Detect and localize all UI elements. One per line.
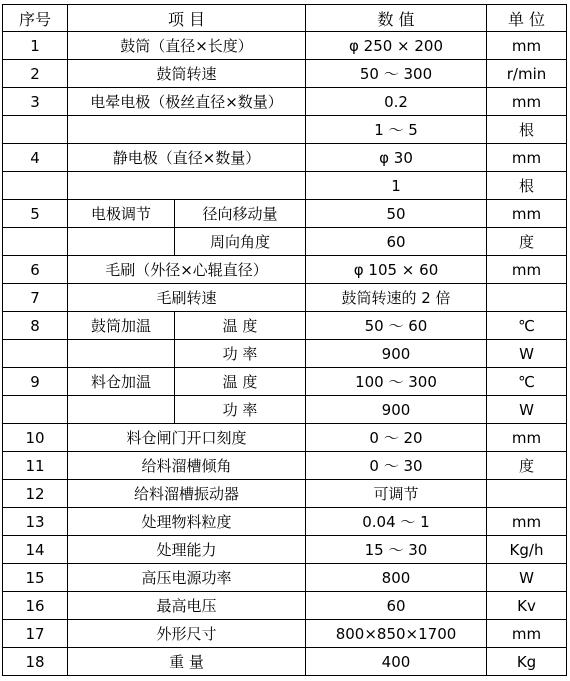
row-item-empty bbox=[68, 172, 306, 200]
row-value: 15 ～ 30 bbox=[306, 536, 487, 564]
row-index: 12 bbox=[3, 480, 68, 508]
header-unit: 单 位 bbox=[487, 5, 567, 32]
row-index-empty bbox=[3, 396, 68, 424]
row-unit: W bbox=[487, 396, 567, 424]
row-index: 15 bbox=[3, 564, 68, 592]
row-index: 7 bbox=[3, 284, 68, 312]
row-unit: Kg/h bbox=[487, 536, 567, 564]
row-unit: ℃ bbox=[487, 312, 567, 340]
header-value: 数 值 bbox=[306, 5, 487, 32]
table-row bbox=[3, 88, 567, 116]
table-row bbox=[3, 620, 567, 648]
row-value: 60 bbox=[306, 228, 487, 256]
row-index: 16 bbox=[3, 592, 68, 620]
row-index: 5 bbox=[3, 200, 68, 228]
row-group-empty bbox=[68, 228, 175, 256]
row-unit: mm bbox=[487, 424, 567, 452]
row-index-empty bbox=[3, 340, 68, 368]
row-unit: mm bbox=[487, 32, 567, 60]
row-value: 800×850×1700 bbox=[306, 620, 487, 648]
row-index: 6 bbox=[3, 256, 68, 284]
table-row bbox=[3, 200, 567, 228]
row-unit: r/min bbox=[487, 60, 567, 88]
table-row bbox=[3, 340, 567, 368]
row-item: 电晕电极（极丝直径×数量） bbox=[68, 88, 306, 116]
row-group: 鼓筒加温 bbox=[68, 312, 175, 340]
row-unit bbox=[487, 284, 567, 312]
row-unit: mm bbox=[487, 620, 567, 648]
table-row bbox=[3, 592, 567, 620]
row-index: 17 bbox=[3, 620, 68, 648]
row-item: 给料溜槽振动器 bbox=[68, 480, 306, 508]
row-item: 外形尺寸 bbox=[68, 620, 306, 648]
row-item: 处理能力 bbox=[68, 536, 306, 564]
table-row bbox=[3, 424, 567, 452]
row-item: 处理物料粒度 bbox=[68, 508, 306, 536]
row-unit: mm bbox=[487, 256, 567, 284]
row-index: 4 bbox=[3, 144, 68, 172]
row-item-empty bbox=[68, 116, 306, 144]
row-value: 鼓筒转速的 2 倍 bbox=[306, 284, 487, 312]
row-unit: Kg bbox=[487, 648, 567, 676]
row-value: 可调节 bbox=[306, 480, 487, 508]
row-index-empty bbox=[3, 228, 68, 256]
table-row bbox=[3, 536, 567, 564]
spec-table bbox=[2, 4, 567, 676]
row-item: 给料溜槽倾角 bbox=[68, 452, 306, 480]
row-value: 50 bbox=[306, 200, 487, 228]
row-index: 1 bbox=[3, 32, 68, 60]
row-index: 13 bbox=[3, 508, 68, 536]
row-value: φ 250 × 200 bbox=[306, 32, 487, 60]
table-row bbox=[3, 144, 567, 172]
row-index: 8 bbox=[3, 312, 68, 340]
header-index: 序号 bbox=[3, 5, 68, 32]
row-value: 0.2 bbox=[306, 88, 487, 116]
row-unit: 度 bbox=[487, 452, 567, 480]
row-subitem: 径向移动量 bbox=[175, 200, 306, 228]
row-item: 鼓筒（直径×长度） bbox=[68, 32, 306, 60]
row-subitem: 功 率 bbox=[175, 340, 306, 368]
row-unit: ℃ bbox=[487, 368, 567, 396]
table-row bbox=[3, 452, 567, 480]
row-unit: mm bbox=[487, 144, 567, 172]
table-row bbox=[3, 228, 567, 256]
row-index: 14 bbox=[3, 536, 68, 564]
row-group-empty bbox=[68, 340, 175, 368]
row-unit: mm bbox=[487, 88, 567, 116]
row-group: 料仓加温 bbox=[68, 368, 175, 396]
table-row bbox=[3, 368, 567, 396]
row-subitem: 温 度 bbox=[175, 368, 306, 396]
table-row bbox=[3, 312, 567, 340]
row-index: 18 bbox=[3, 648, 68, 676]
table-row bbox=[3, 480, 567, 508]
table-row bbox=[3, 396, 567, 424]
table-row bbox=[3, 60, 567, 88]
header-row bbox=[3, 5, 567, 32]
row-unit: 度 bbox=[487, 228, 567, 256]
row-value: 800 bbox=[306, 564, 487, 592]
row-index: 10 bbox=[3, 424, 68, 452]
row-unit bbox=[487, 480, 567, 508]
row-index: 3 bbox=[3, 88, 68, 116]
table-row bbox=[3, 648, 567, 676]
row-item: 毛刷（外径×心辊直径） bbox=[68, 256, 306, 284]
row-value: 0 ～ 20 bbox=[306, 424, 487, 452]
row-index-empty bbox=[3, 172, 68, 200]
table-row bbox=[3, 172, 567, 200]
table-row bbox=[3, 256, 567, 284]
row-subitem: 温 度 bbox=[175, 312, 306, 340]
row-value: 60 bbox=[306, 592, 487, 620]
row-group-empty bbox=[68, 396, 175, 424]
row-value: φ 30 bbox=[306, 144, 487, 172]
row-item: 重 量 bbox=[68, 648, 306, 676]
row-item: 高压电源功率 bbox=[68, 564, 306, 592]
row-index: 2 bbox=[3, 60, 68, 88]
row-subitem: 周向角度 bbox=[175, 228, 306, 256]
header-item: 项 目 bbox=[68, 5, 306, 32]
row-value: 1 bbox=[306, 172, 487, 200]
row-value: 900 bbox=[306, 340, 487, 368]
row-index-empty bbox=[3, 116, 68, 144]
row-value: 50 ～ 60 bbox=[306, 312, 487, 340]
row-subitem: 功 率 bbox=[175, 396, 306, 424]
row-item: 最高电压 bbox=[68, 592, 306, 620]
row-value: 0.04 ～ 1 bbox=[306, 508, 487, 536]
row-value: 900 bbox=[306, 396, 487, 424]
row-item: 静电极（直径×数量） bbox=[68, 144, 306, 172]
row-value: 1 ～ 5 bbox=[306, 116, 487, 144]
row-unit: W bbox=[487, 564, 567, 592]
row-value: 100 ～ 300 bbox=[306, 368, 487, 396]
row-unit: Kv bbox=[487, 592, 567, 620]
table-row bbox=[3, 116, 567, 144]
row-unit: mm bbox=[487, 508, 567, 536]
row-value: 0 ～ 30 bbox=[306, 452, 487, 480]
table-row bbox=[3, 284, 567, 312]
row-item: 鼓筒转速 bbox=[68, 60, 306, 88]
row-unit: W bbox=[487, 340, 567, 368]
row-value: 400 bbox=[306, 648, 487, 676]
row-group: 电极调节 bbox=[68, 200, 175, 228]
table-row bbox=[3, 508, 567, 536]
row-unit: 根 bbox=[487, 172, 567, 200]
row-index: 9 bbox=[3, 368, 68, 396]
row-unit: 根 bbox=[487, 116, 567, 144]
row-index: 11 bbox=[3, 452, 68, 480]
row-item: 料仓闸门开口刻度 bbox=[68, 424, 306, 452]
row-value: φ 105 × 60 bbox=[306, 256, 487, 284]
row-value: 50 ～ 300 bbox=[306, 60, 487, 88]
row-item: 毛刷转速 bbox=[68, 284, 306, 312]
table-row bbox=[3, 564, 567, 592]
table-row bbox=[3, 32, 567, 60]
row-unit: mm bbox=[487, 200, 567, 228]
